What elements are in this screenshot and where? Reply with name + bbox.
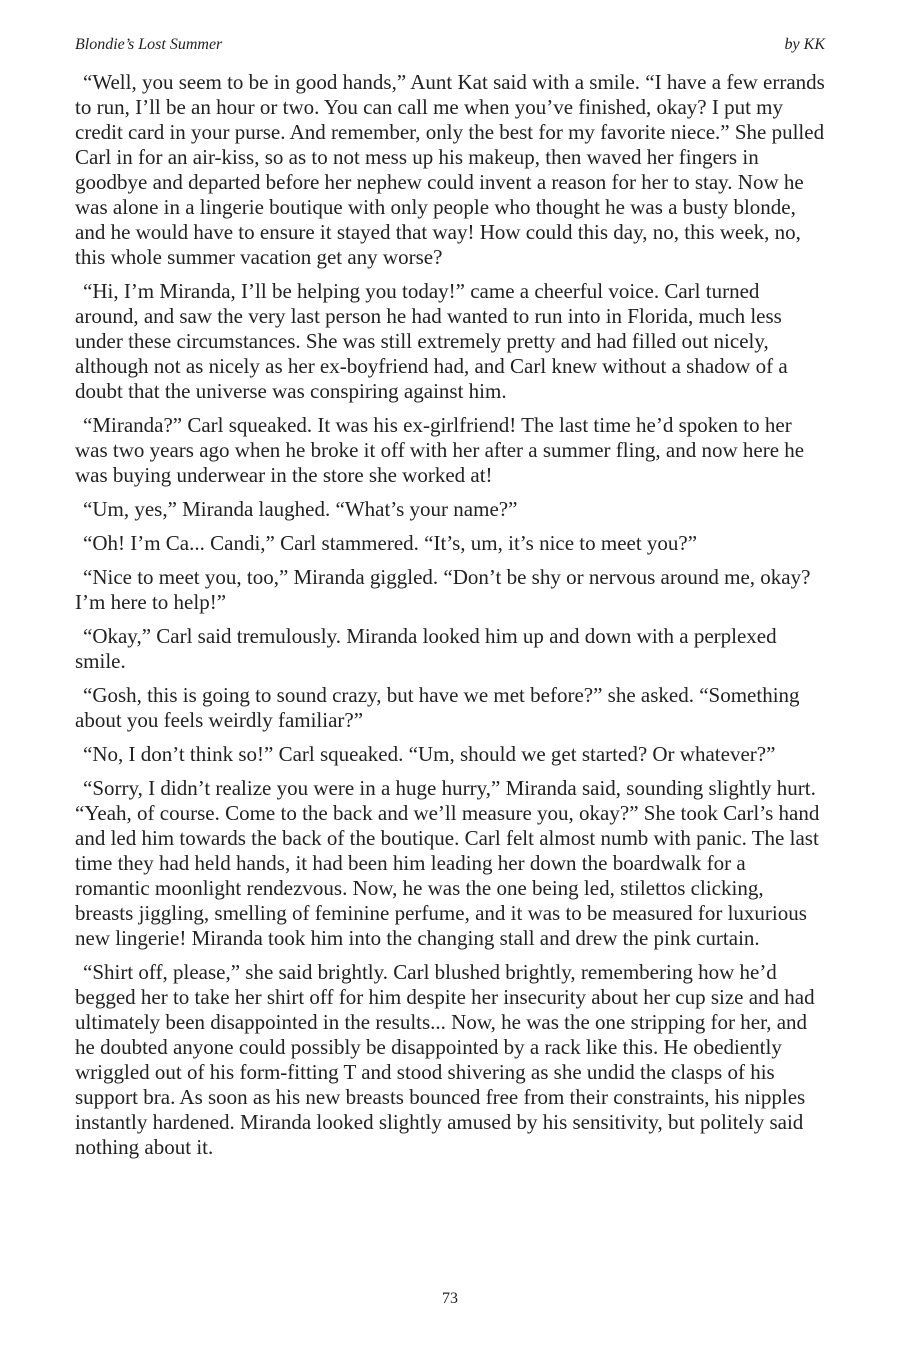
- paragraph: “Hi, I’m Miranda, I’ll be helping you today!” came a cheerful voice. Carl turned around, and saw the very last person he had wanted to run into in Florida, much less under these circumstances. She was still extremely pretty and had filled out nicely, although not as nicely as her ex-boyfriend had, and Carl knew without a shadow of a doubt that the universe was conspiring against him.: [75, 279, 788, 403]
- body-text: [75, 70, 825, 1169]
- paragraph: “Well, you seem to be in good hands,” Aunt Kat said with a smile. “I have a few errands to run, I’ll be an hour or two. You can call me when you’ve finished, okay? I put my credit card in your purse. And remember, only the best for my favorite niece.” She pulled Carl in for an air-kiss, so as to not mess up his makeup, then waved her fingers in goodbye and departed before her nephew could invent a reason for her to stay. Now he was alone in a lingerie boutique with only people who thought he was a busty blonde, and he would have to ensure it stayed that way! How could this day, no, this week, no, this whole summer vacation get any worse?: [75, 70, 825, 269]
- paragraph: “No, I don’t think so!” Carl squeaked. “Um, should we get started? Or whatever?”: [83, 742, 776, 766]
- paragraph: “Miranda?” Carl squeaked. It was his ex-girlfriend! The last time he’d spoken to her was two years ago when he broke it off with her after a summer fling, and now here he was buying underwear in the store she worked at!: [75, 413, 805, 487]
- paragraph: “Oh! I’m Ca... Candi,” Carl stammered. “It’s, um, it’s nice to meet you?”: [83, 531, 698, 555]
- paragraph: “Um, yes,” Miranda laughed. “What’s your name?”: [83, 497, 518, 521]
- paragraph: “Okay,” Carl said tremulously. Miranda looked him up and down with a perplexed smile.: [75, 624, 777, 673]
- author-credit: by KK: [784, 36, 825, 53]
- paragraph: “Sorry, I didn’t realize you were in a huge hurry,” Miranda said, sounding slightly hurt. “Yeah, of course. Come to the back and we’ll measure you, okay?” She took Carl’s hand and led him towards the back of the boutique. Carl felt almost numb with panic. The last time they had held hands, it had been him leading her down the boardwalk for a romantic moonlight rendezvous. Now, he was the one being led, stilettos clicking, breasts jiggling, smelling of feminine perfume, and it was to be measured for luxurious new lingerie! Miranda took him into the changing stall and drew the pink curtain.: [75, 776, 820, 950]
- paragraph: “Shirt off, please,” she said brightly. Carl blushed brightly, remembering how he’d begged her to take her shirt off for him despite her insecurity about her cup size and had ultimately been disappointed in the results... Now, he was the one stripping for her, and he doubted anyone could possibly be disappointed by a rack like this. He obediently wriggled out of his form-fitting T and stood shivering as she undid the clasps of his support bra. As soon as his new breasts bounced free from their constraints, his nipples instantly hardened. Miranda looked slightly amused by his sensitivity, but politely said nothing about it.: [75, 960, 815, 1159]
- running-header: [75, 36, 825, 58]
- paragraph: “Gosh, this is going to sound crazy, but have we met before?” she asked. “Something about you feels weirdly familiar?”: [75, 683, 800, 732]
- book-title: Blondie’s Lost Summer: [75, 36, 223, 53]
- paragraph: “Nice to meet you, too,” Miranda giggled. “Don’t be shy or nervous around me, okay? I’m here to help!”: [75, 565, 811, 614]
- page-number: 73: [442, 1290, 458, 1307]
